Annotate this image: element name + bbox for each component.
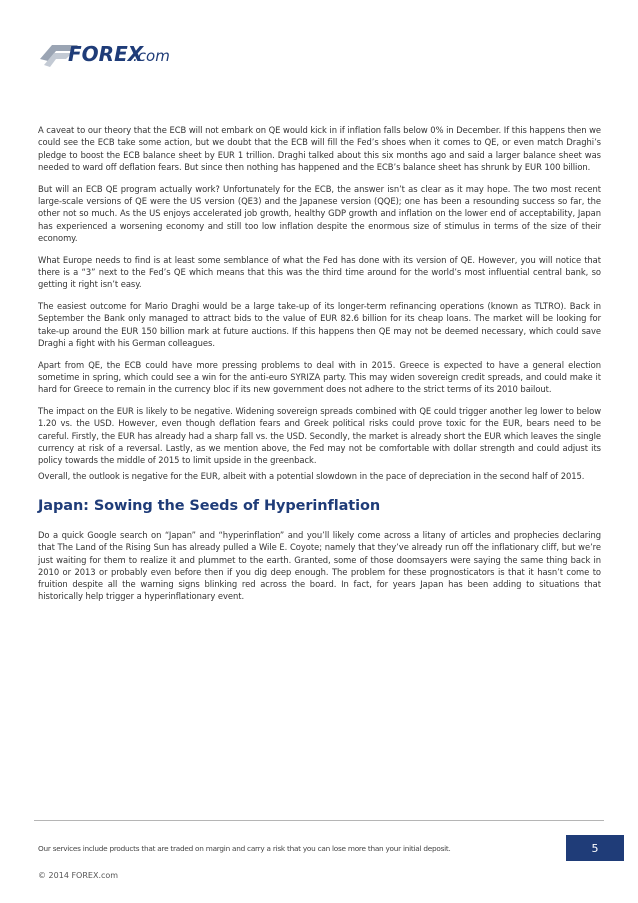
- section-heading: Japan: Sowing the Seeds of Hyperinflation: [38, 497, 381, 514]
- logo-text-suffix: .com: [133, 47, 170, 65]
- paragraph: Do a quick Google search on “Japan” and “hyperinflation” and you’ll likely come across a litany of articles and prophecies declaring that The Land of the Rising Sun has already pulled a Wile E. Coyote; namely that they’ve already run off the inflationary cliff, but we’re just waiting for them to realize it and plummet to the earth. Granted, some of those doomsayers were saying the same thing back in 2010 or 2013 or probably even before then if you dig deep enough. The problem for these prognosticators is that it hasn’t come to fruition despite all the warning signs blinking red across the board. In fact, for years Japan has been adding to situations that historically help trigger a hyperinflationary event.: [38, 529, 601, 602]
- forex-logo-mark: [38, 37, 178, 71]
- forex-logo[interactable]: [38, 37, 178, 71]
- footer-disclaimer: Our services include products that are traded on margin and carry a risk that you can lose more than your initial deposit.: [38, 844, 451, 853]
- paragraph: A caveat to our theory that the ECB will not embark on QE would kick in if inflation falls below 0% in December. If this happens then we could see the ECB take some action, but we doubt that the ECB will fill the Fed’s shoes when it comes to QE, or even match Draghi’s pledge to boost the ECB balance sheet by EUR 1 trillion. Draghi talked about this six months ago and said a larger balance sheet was needed to ward off deflation fears. But since then nothing has happened and the ECB’s balance sheet has shrunk by EUR 100 billion.: [38, 125, 601, 172]
- footer-copyright: © 2014 FOREX.com: [38, 871, 119, 880]
- paragraph: Overall, the outlook is negative for the EUR, albeit with a potential slowdown in the pace of depreciation in the second half of 2015.: [38, 470, 585, 481]
- paragraph: Apart from QE, the ECB could have more pressing problems to deal with in 2015. Greece is expected to have a general election sometime in spring, which could see a win for the anti-euro SYRIZA party. This may widen sovereign credit spreads, and could make it hard for Greece to remain in the currency bloc if its new government does not adhere to the strict terms of its 2010 bailout.: [38, 359, 601, 395]
- article-body: [38, 124, 601, 612]
- footer-divider: [34, 820, 604, 821]
- paragraph: The easiest outcome for Mario Draghi would be a large take-up of its longer-term refinancing operations (known as TLTRO). Back in September the Bank only managed to attract bids to the value of EUR 82.6 billion for its cheap loans. The market will be looking for take-up around the EUR 150 billion mark at future auctions. If this happens then QE may not be deemed necessary, which could save Draghi a fight with his German colleagues.: [38, 301, 601, 348]
- paragraph: The impact on the EUR is likely to be negative. Widening sovereign spreads combined with QE could trigger another leg lower to below 1.20 vs. the USD. However, even though deflation fears and Greek political risks could prove toxic for the EUR, bears need to be careful. Firstly, the EUR has already had a sharp fall vs. the USD. Secondly, the market is already short the EUR which leaves the single currency at risk of a reversal. Lastly, as we mention above, the Fed may not be comfortable with dollar strength and could adjust its policy towards the middle of 2015 to limit upside in the greenback.: [38, 406, 601, 466]
- paragraph: What Europe needs to find is at least some semblance of what the Fed has done with its version of QE. However, you will notice that there is a “3” next to the Fed’s QE which means that this was the third time around for the world’s most influential central bank, so getting it right isn’t easy.: [38, 254, 601, 290]
- logo-text-bold: FOREX: [68, 42, 144, 66]
- paragraph: But will an ECB QE program actually work? Unfortunately for the ECB, the answer isn’t as clear as it may hope. The two most recent large-scale versions of QE were the US version (QE3) and the Japanese version (QQE); one has been a resounding success so far, the other not so much. As the US enjoys accelerated job growth, healthy GDP growth and inflation on the lower end of acceptability, Japan has experienced a worsening economy and still too low inflation despite the enormous size of stimulus in terms of the size of their economy.: [38, 183, 601, 243]
- page-number: 5: [566, 835, 624, 861]
